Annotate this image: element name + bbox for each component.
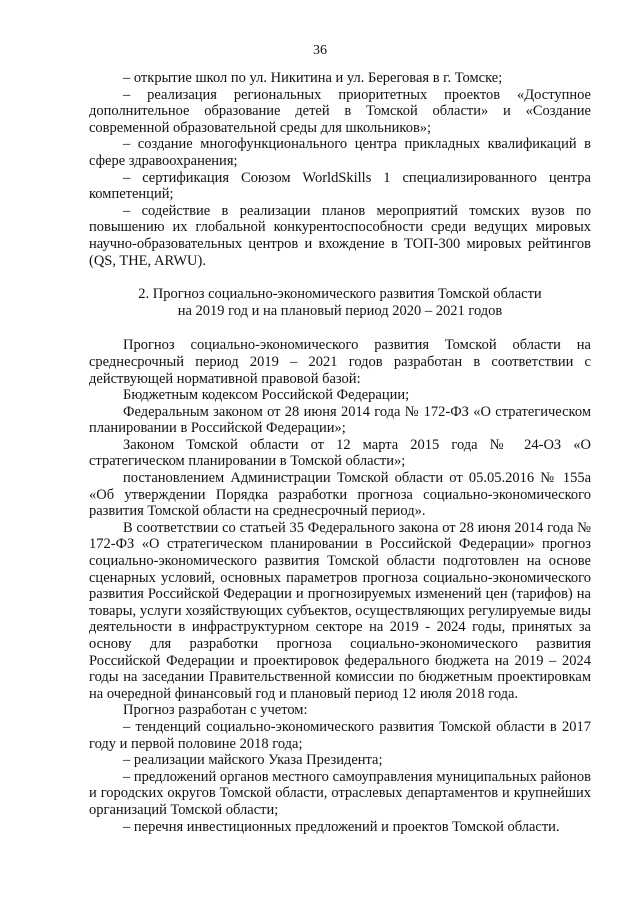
section-heading <box>89 286 591 319</box>
page-number: 36 <box>313 43 327 58</box>
considered-item: – реализации майского Указа Президента; <box>123 752 383 769</box>
intro-paragraph: Прогноз социально-экономического развития Томской области на среднесрочный период 2019 – 2021 годов разработан в соответствии с действующей нормативной правовой базой: <box>89 337 591 387</box>
bullet-item: – содействие в реализации планов мероприятий томских вузов по повышению их глобальной конкурентоспособности среди ведущих мировых научно-образовательных центров и вхождение в ТОП-300 мировых рейтингов (QS, THE, ARWU). <box>89 202 591 269</box>
section-heading-line: 2. Прогноз социально-экономического развития Томской области <box>138 286 542 303</box>
bullet-item: – открытие школ по ул. Никитина и ул. Береговая в г. Томске; <box>123 70 503 86</box>
bullet-item: – создание многофункционального центра прикладных квалификаций в сфере здравоохранения; <box>89 136 591 169</box>
main-paragraph: В соответствии со статьей 35 Федерального закона от 28 июня 2014 года № 172-ФЗ «О стратегическом планировании в Российской Федерации» прогноз социально-экономического развития Томской области подготовлен на основе сценарных условий, основных параметров прогноза социально-экономического развития Российской Федерации и прогнозируемых изменений цен (тарифов) на товары, услуги хозяйствующих субъектов, осуществляющих регулируемые виды деятельности в инфраструктурном секторе на 2019 - 2024 годы, принятых за основу для разработки прогноза социально-экономического развития Российской Федерации и проектировок федерального бюджета на 2019 – 2024 годы на заседании Правительственной комиссии по бюджетным проектировкам на очередной финансовый год и плановый период 12 июля 2018 года. <box>89 519 591 702</box>
considered-intro: Прогноз разработан с учетом: <box>123 702 308 719</box>
considered-item: – перечня инвестиционных предложений и проектов Томской области. <box>123 818 560 835</box>
considered-item: – тенденций социально-экономического развития Томской области в 2017 году и первой половине 2018 года; <box>89 718 591 752</box>
basis-item: Федеральным законом от 28 июня 2014 года № 172-ФЗ «О стратегическом планировании в Российской Федерации»; <box>89 403 591 437</box>
considered-item: – предложений органов местного самоуправления муниципальных районов и городских округов Томской области, отраслевых департаментов и крупнейших организаций Томской области; <box>89 768 591 818</box>
basis-item: постановлением Администрации Томской области от 05.05.2016 № 155а «Об утверждении Порядка разработки прогноза социально-экономического развития Томской области на среднесрочный период». <box>89 470 591 520</box>
bullet-item: – реализация региональных приоритетных проектов «Доступное дополнительное образование детей в Томской области» и «Создание современной образовательной среды для школьников»; <box>89 86 591 136</box>
bullet-item: – сертификация Союзом WorldSkills 1 специализированного центра компетенций; <box>89 169 591 203</box>
basis-item: Бюджетным кодексом Российской Федерации; <box>123 387 410 404</box>
page-content <box>89 70 591 835</box>
section-heading-line: на 2019 год и на плановый период 2020 – 2021 годов <box>177 302 503 319</box>
basis-item: Законом Томской области от 12 марта 2015 года № 24-ОЗ «О стратегическом планировании в Томской области»; <box>89 436 591 470</box>
